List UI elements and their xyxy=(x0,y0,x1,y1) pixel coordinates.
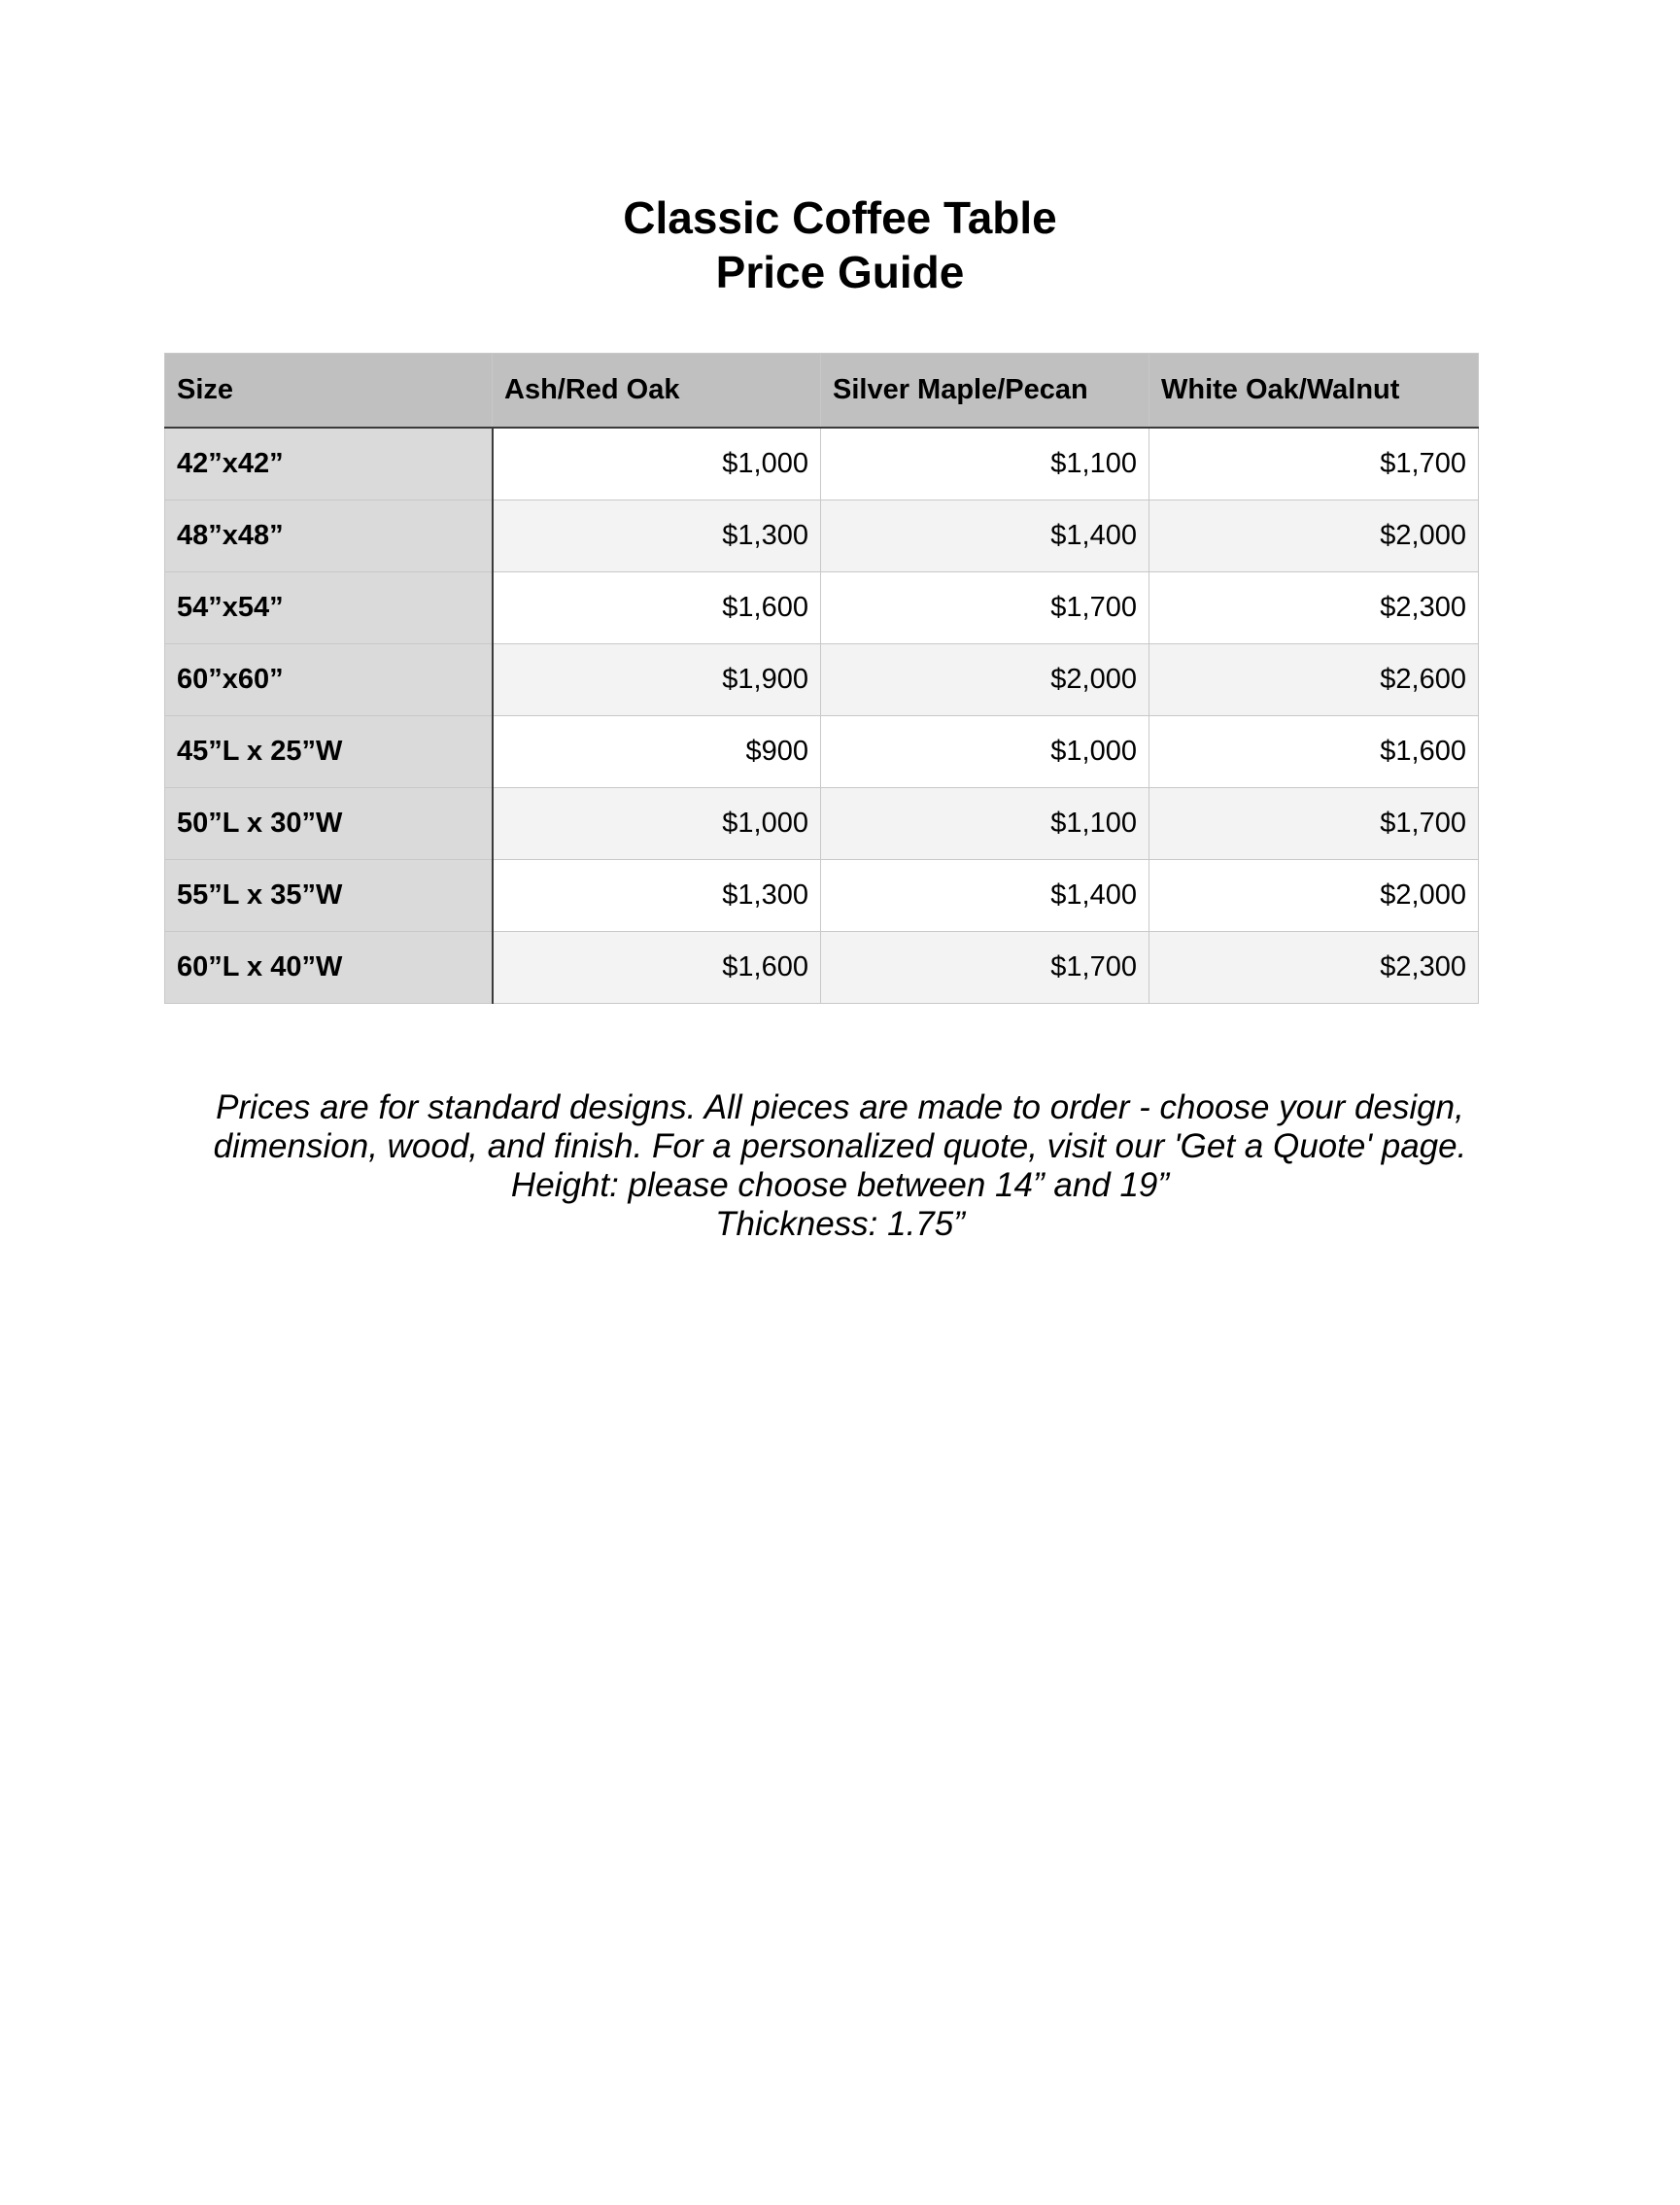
table-row xyxy=(165,428,1479,500)
pricing-notes xyxy=(0,1088,1680,1244)
price-table xyxy=(164,353,1479,1004)
table-row xyxy=(165,500,1479,572)
price-cell: $1,000 xyxy=(493,788,821,860)
price-cell: $2,300 xyxy=(1149,572,1479,644)
price-cell: $1,600 xyxy=(493,932,821,1004)
price-cell: $1,700 xyxy=(1149,428,1479,500)
price-cell: $2,000 xyxy=(1149,500,1479,572)
header-ash-red-oak: Ash/Red Oak xyxy=(493,354,821,429)
price-cell: $1,300 xyxy=(493,500,821,572)
table-row xyxy=(165,572,1479,644)
title-line-2: Price Guide xyxy=(715,247,965,297)
size-cell: 55”L x 35”W xyxy=(165,860,493,932)
size-cell: 60”L x 40”W xyxy=(165,932,493,1004)
price-cell: $900 xyxy=(493,716,821,788)
price-cell: $1,100 xyxy=(821,428,1149,500)
size-cell: 45”L x 25”W xyxy=(165,716,493,788)
note-line-4: Thickness: 1.75” xyxy=(715,1205,965,1243)
note-line-3: Height: please choose between 14” and 19” xyxy=(510,1166,1170,1204)
price-cell: $1,400 xyxy=(821,860,1149,932)
table-row xyxy=(165,788,1479,860)
header-silver-maple-pecan: Silver Maple/Pecan xyxy=(821,354,1149,429)
price-cell: $1,100 xyxy=(821,788,1149,860)
size-cell: 48”x48” xyxy=(165,500,493,572)
size-cell: 54”x54” xyxy=(165,572,493,644)
price-cell: $1,300 xyxy=(493,860,821,932)
price-cell: $1,700 xyxy=(821,572,1149,644)
table-header-row xyxy=(165,354,1479,429)
title-line-1: Classic Coffee Table xyxy=(623,192,1057,243)
price-cell: $1,000 xyxy=(493,428,821,500)
price-cell: $1,000 xyxy=(821,716,1149,788)
table-row xyxy=(165,644,1479,716)
price-cell: $1,700 xyxy=(1149,788,1479,860)
price-cell: $2,000 xyxy=(821,644,1149,716)
price-cell: $1,600 xyxy=(493,572,821,644)
size-cell: 50”L x 30”W xyxy=(165,788,493,860)
price-cell: $1,900 xyxy=(493,644,821,716)
price-cell: $2,600 xyxy=(1149,644,1479,716)
note-line-2: dimension, wood, and finish. For a personalized quote, visit our 'Get a Quote' page. xyxy=(213,1127,1467,1165)
price-cell: $1,600 xyxy=(1149,716,1479,788)
header-size: Size xyxy=(165,354,493,429)
size-cell: 60”x60” xyxy=(165,644,493,716)
price-cell: $2,000 xyxy=(1149,860,1479,932)
table-row xyxy=(165,860,1479,932)
size-cell: 42”x42” xyxy=(165,428,493,500)
price-cell: $1,400 xyxy=(821,500,1149,572)
table-row xyxy=(165,932,1479,1004)
price-cell: $1,700 xyxy=(821,932,1149,1004)
price-cell: $2,300 xyxy=(1149,932,1479,1004)
note-line-1: Prices are for standard designs. All pieces are made to order - choose your design, xyxy=(216,1088,1464,1126)
document-title xyxy=(0,190,1680,299)
header-white-oak-walnut: White Oak/Walnut xyxy=(1149,354,1479,429)
table-row xyxy=(165,716,1479,788)
